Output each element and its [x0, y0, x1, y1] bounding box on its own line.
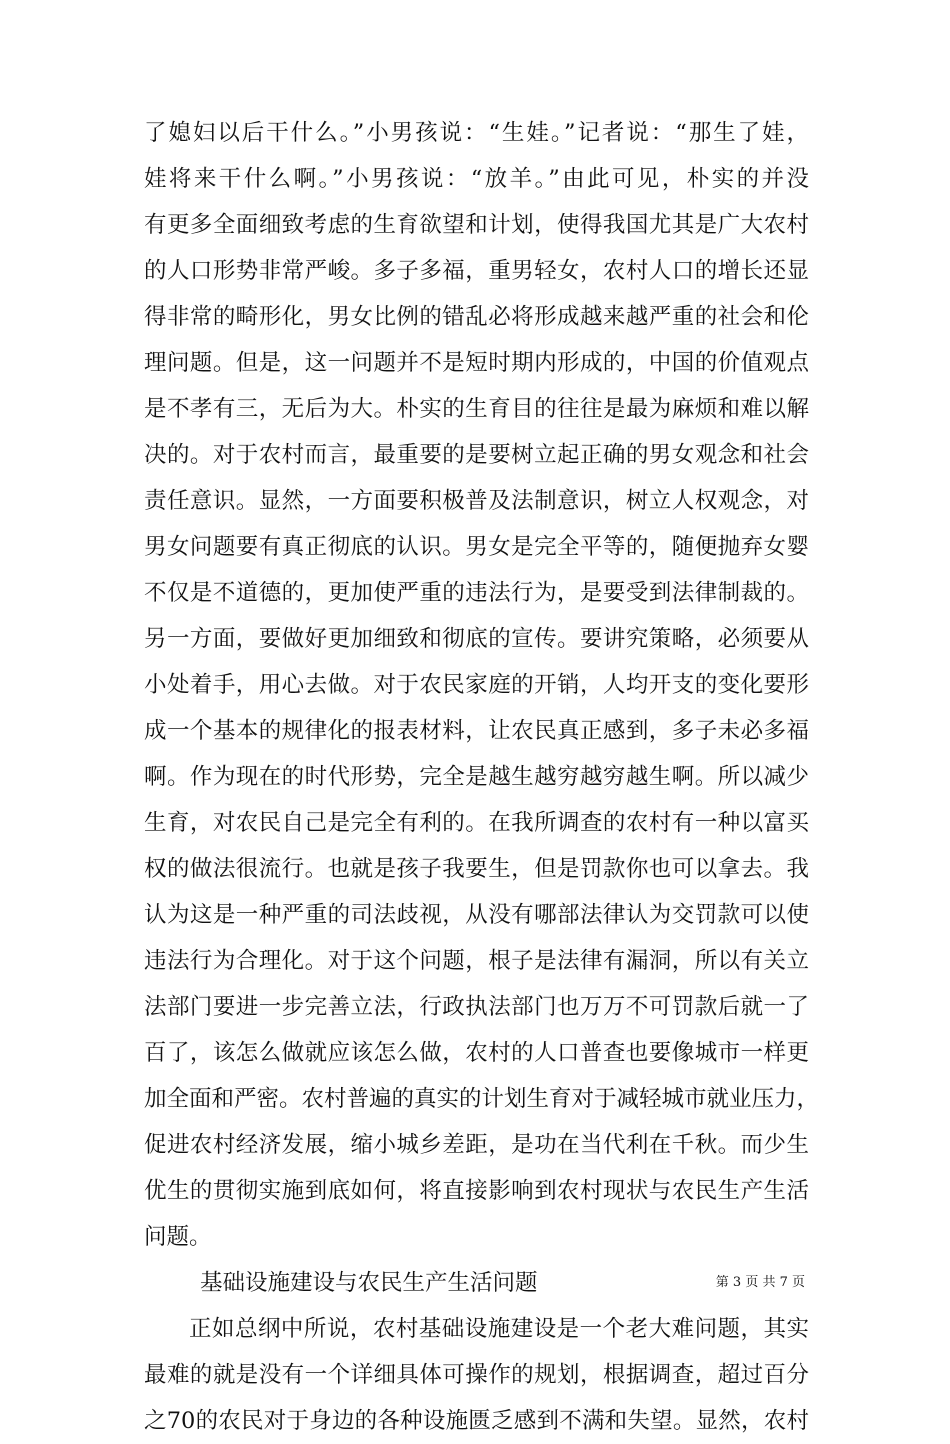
- section-heading: 基础设施建设与农民生产生活问题: [200, 1270, 538, 1296]
- paragraph-line: 决的。对于农村而言，最重要的是要树立起正确的男女观念和社会: [144, 442, 809, 468]
- paragraph-line: 问题。: [144, 1224, 212, 1250]
- paragraph-line: 正如总纲中所说，农村基础设施建设是一个老大难问题，其实: [189, 1316, 809, 1342]
- paragraph-line: 另一方面，要做好更加细致和彻底的宣传。要讲究策略，必须要从: [144, 626, 809, 652]
- page-number-footer: 第 3 页 共 7 页: [715, 1275, 805, 1290]
- paragraph-line: 娃将来干什么啊。”小男孩说：“放羊。”由此可见，朴实的并没: [144, 166, 809, 192]
- paragraph-line: 生育，对农民自己是完全有利的。在我所调查的农村有一种以富买: [144, 810, 809, 836]
- paragraph-line: 责任意识。显然，一方面要积极普及法制意识，树立人权观念，对: [144, 488, 809, 514]
- paragraph-line: 了媳妇以后干什么。”小男孩说：“生娃。”记者说：“那生了娃，: [144, 120, 809, 146]
- paragraph-line: 成一个基本的规律化的报表材料，让农民真正感到，多子未必多福: [144, 718, 809, 744]
- paragraph-line: 权的做法很流行。也就是孩子我要生，但是罚款你也可以拿去。我: [144, 856, 809, 882]
- paragraph-line: 违法行为合理化。对于这个问题，根子是法律有漏洞，所以有关立: [144, 948, 809, 974]
- paragraph-line: 是不孝有三，无后为大。朴实的生育目的往往是最为麻烦和难以解: [144, 396, 809, 422]
- paragraph-line: 啊。作为现在的时代形势，完全是越生越穷越穷越生啊。所以减少: [144, 764, 809, 790]
- paragraph-line: 优生的贯彻实施到底如何，将直接影响到农村现状与农民生产生活: [144, 1178, 809, 1204]
- paragraph-line: 男女问题要有真正彻底的认识。男女是完全平等的，随便抛弃女婴: [144, 534, 809, 560]
- paragraph-line: 得非常的畸形化，男女比例的错乱必将形成越来越严重的社会和伦: [144, 304, 809, 330]
- paragraph-line: 小处着手，用心去做。对于农民家庭的开销，人均开支的变化要形: [144, 672, 809, 698]
- paragraph-line: 理问题。但是，这一问题并不是短时期内形成的，中国的价值观点: [144, 350, 809, 376]
- paragraph-line: 最难的就是没有一个详细具体可操作的规划，根据调查，超过百分: [144, 1362, 809, 1388]
- paragraph-line: 不仅是不道德的，更加使严重的违法行为，是要受到法律制裁的。: [144, 580, 809, 606]
- document-body: [144, 110, 820, 1444]
- paragraph-line: 认为这是一种严重的司法歧视，从没有哪部法律认为交罚款可以使: [144, 902, 809, 928]
- paragraph-line: 的人口形势非常严峻。多子多福，重男轻女，农村人口的增长还显: [144, 258, 809, 284]
- paragraph-line: 加全面和严密。农村普遍的真实的计划生育对于减轻城市就业压力，: [144, 1086, 820, 1112]
- paragraph-line: 百了，该怎么做就应该怎么做，农村的人口普查也要像城市一样更: [144, 1040, 809, 1066]
- paragraph-line: 促进农村经济发展，缩小城乡差距，是功在当代利在千秋。而少生: [144, 1132, 809, 1158]
- paragraph-line: 有更多全面细致考虑的生育欲望和计划，使得我国尤其是广大农村: [144, 212, 809, 238]
- paragraph-line: 之70的农民对于身边的各种设施匮乏感到不满和失望。显然，农村: [144, 1408, 809, 1434]
- paragraph-line: 法部门要进一步完善立法，行政执法部门也万万不可罚款后就一了: [144, 994, 809, 1020]
